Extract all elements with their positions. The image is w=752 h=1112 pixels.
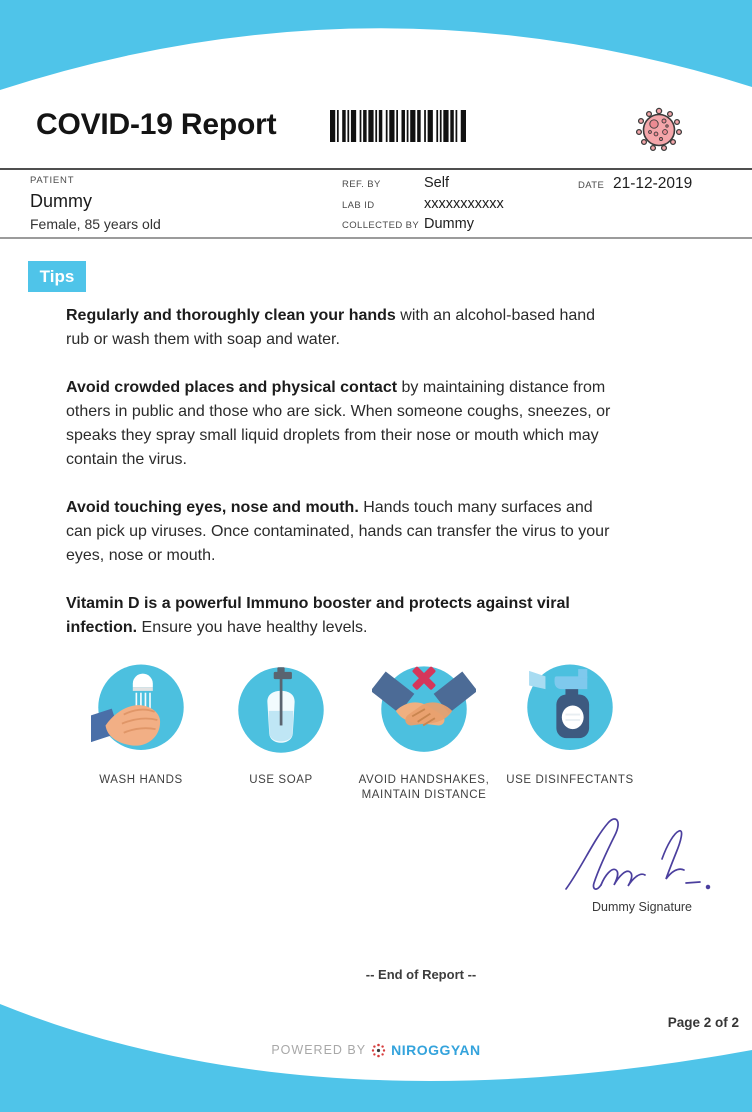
date-label: DATE (578, 180, 605, 191)
hygiene-item-use-disinfectants (494, 660, 646, 788)
tips-paragraphs (66, 304, 622, 664)
top-wave-decoration (0, 0, 752, 100)
header-divider (0, 168, 752, 170)
patient-demographics: Female, 85 years old (30, 216, 161, 232)
hygiene-label: USE DISINFECTANTS (506, 774, 634, 786)
hygiene-item-use-soap (205, 660, 357, 788)
avoid-handshakes-icon (372, 660, 476, 760)
brand-name: NIROGGYAN (391, 1042, 481, 1058)
wash-hands-icon (91, 660, 191, 760)
use-disinfectants-icon (520, 660, 620, 760)
barcode-icon (330, 110, 466, 142)
hygiene-item-wash-hands (65, 660, 217, 788)
date-value: 21-12-2019 (613, 175, 693, 192)
use-soap-icon (231, 660, 331, 760)
lab-id-value: xxxxxxxxxxx (424, 196, 504, 212)
patient-section-divider (0, 237, 752, 239)
collected-by-label: COLLECTED BY (342, 220, 420, 231)
tip-regular-text: by maintaining distance from others in public and those who are sick. When someone coughs, sneezes, or speaks they spray small liquid droplets from their nose or mouth which may contain the virus. (66, 379, 611, 468)
virus-icon (634, 106, 684, 152)
hygiene-item-avoid-handshakes (348, 660, 500, 803)
tips-badge: Tips (28, 261, 86, 292)
tip-paragraph (66, 304, 622, 352)
ref-by-value: Self (424, 175, 449, 191)
hygiene-label: WASH HANDS (99, 774, 183, 786)
hygiene-label: USE SOAP (249, 774, 313, 786)
end-of-report-text: -- End of Report -- (365, 967, 477, 982)
tip-bold-text: Vitamin D is a powerful Immuno booster and protects against viral infection. (66, 595, 570, 636)
powered-by-label: POWERED BY (271, 1043, 367, 1057)
tip-paragraph (66, 496, 622, 568)
tip-paragraph (66, 592, 622, 640)
tip-paragraph (66, 376, 622, 472)
page-title: COVID-19 Report (36, 108, 277, 141)
signature-caption: Dummy Signature (591, 900, 693, 914)
tip-regular-text: Ensure you have healthy levels. (137, 619, 368, 636)
signature-image (558, 815, 718, 897)
bottom-wave-decoration (0, 990, 752, 1112)
tip-regular-text: with an alcohol-based hand rub or wash them with soap and water. (66, 307, 596, 348)
tip-bold-text: Avoid crowded places and physical contact (66, 379, 398, 396)
hygiene-label-line2: MAINTAIN DISTANCE (361, 789, 487, 801)
patient-label: PATIENT (30, 175, 75, 186)
patient-name: Dummy (30, 191, 92, 211)
ref-by-label: REF. BY (342, 179, 381, 190)
page-indicator: Page 2 of 2 (667, 1015, 739, 1030)
tip-bold-text: Regularly and thoroughly clean your hands (66, 307, 396, 324)
lab-id-label: LAB ID (342, 200, 375, 211)
collected-by-value: Dummy (424, 216, 474, 232)
hygiene-label: AVOID HANDSHAKES, (358, 774, 490, 786)
tip-regular-text: Hands touch many surfaces and can pick up viruses. Once contaminated, hands can transfer the virus to your eyes, nose or mouth. (66, 499, 610, 564)
tip-bold-text: Avoid touching eyes, nose and mouth. (66, 499, 359, 516)
